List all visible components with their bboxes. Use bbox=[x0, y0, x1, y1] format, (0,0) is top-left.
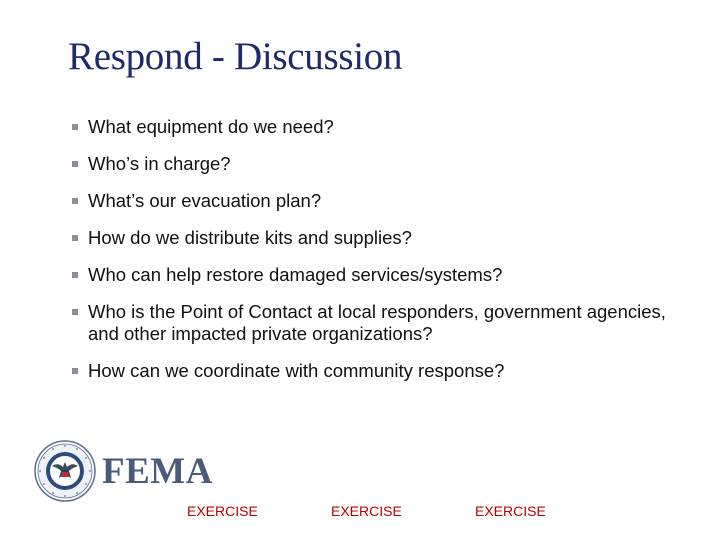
bullet-item bbox=[72, 190, 672, 212]
bullet-item bbox=[72, 227, 672, 249]
dhs-seal-icon bbox=[34, 440, 96, 502]
fema-wordmark: FEMA bbox=[102, 451, 213, 492]
fema-logo bbox=[34, 440, 214, 504]
exercise-label: EXERCISE bbox=[187, 503, 258, 519]
bullet-text: What equipment do we need? bbox=[88, 116, 334, 137]
square-bullet-icon bbox=[72, 235, 78, 241]
exercise-label: EXERCISE bbox=[475, 503, 546, 519]
exercise-label: EXERCISE bbox=[331, 503, 402, 519]
bullet-text: How do we distribute kits and supplies? bbox=[88, 227, 412, 248]
bullet-text: Who can help restore damaged services/systems? bbox=[88, 264, 503, 285]
bullet-item bbox=[72, 264, 672, 286]
bullet-item bbox=[72, 360, 672, 382]
square-bullet-icon bbox=[72, 272, 78, 278]
square-bullet-icon bbox=[72, 198, 78, 204]
square-bullet-icon bbox=[72, 368, 78, 374]
bullet-list bbox=[72, 116, 672, 397]
square-bullet-icon bbox=[72, 124, 78, 130]
bullet-text: What’s our evacuation plan? bbox=[88, 190, 322, 211]
square-bullet-icon bbox=[72, 309, 78, 315]
bullet-text: Who’s in charge? bbox=[88, 153, 231, 174]
square-bullet-icon bbox=[72, 161, 78, 167]
bullet-text: How can we coordinate with community response? bbox=[88, 360, 505, 381]
bullet-text: Who is the Point of Contact at local responders, government agencies, and other impacted private organizations? bbox=[88, 301, 666, 344]
bullet-item bbox=[72, 153, 672, 175]
slide-title: Respond - Discussion bbox=[68, 35, 403, 78]
bullet-item bbox=[72, 301, 672, 345]
bullet-item bbox=[72, 116, 672, 138]
